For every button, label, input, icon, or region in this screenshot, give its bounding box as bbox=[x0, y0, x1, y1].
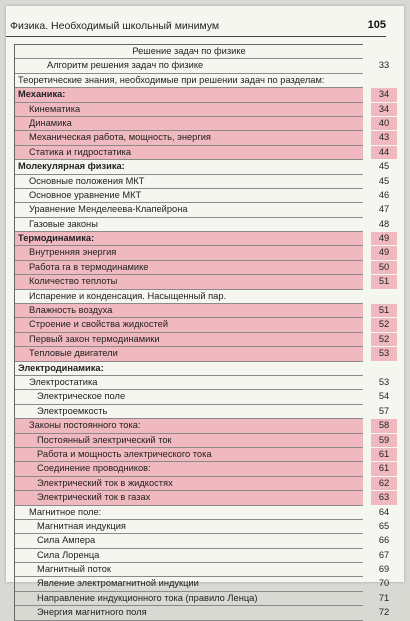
toc-entry-label: Сила Ампера bbox=[37, 535, 96, 546]
toc-row bbox=[15, 448, 390, 462]
toc-entry-label: Основное уравнение МКТ bbox=[29, 189, 142, 200]
toc-row bbox=[15, 246, 390, 260]
toc-row bbox=[15, 45, 363, 59]
toc-row bbox=[15, 74, 363, 88]
toc-page-number: 48 bbox=[378, 218, 390, 229]
toc-row bbox=[15, 333, 390, 347]
toc-entry-label: Теоретические знания, необходимые при решении задач по разделам: bbox=[18, 74, 325, 85]
toc-row bbox=[15, 419, 390, 433]
toc-page-number: 34 bbox=[371, 103, 397, 116]
toc-page-number: 61 bbox=[371, 462, 397, 475]
toc-page-number: 44 bbox=[371, 146, 397, 159]
toc-entry-label: Динамика bbox=[29, 117, 72, 128]
toc-entry-label: Статика и гидростатика bbox=[29, 146, 132, 157]
toc-row bbox=[15, 390, 390, 404]
toc-entry-label: Магнитная индукция bbox=[37, 520, 126, 531]
toc-entry-label: Механическая работа, мощность, энергия bbox=[29, 132, 211, 143]
toc-page-number: 54 bbox=[378, 391, 390, 402]
toc-page-number: 47 bbox=[378, 204, 390, 215]
toc-row bbox=[15, 189, 390, 203]
toc-page-number: 64 bbox=[378, 506, 390, 517]
page-number: 105 bbox=[367, 19, 386, 31]
table-of-contents bbox=[14, 44, 390, 621]
toc-row bbox=[15, 232, 390, 246]
toc-row bbox=[15, 59, 390, 73]
toc-page-number: 52 bbox=[371, 318, 397, 331]
toc-row bbox=[15, 88, 390, 102]
toc-row bbox=[15, 491, 390, 505]
toc-page-number: 45 bbox=[378, 175, 390, 186]
toc-entry-label: Соединение проводников: bbox=[37, 463, 151, 474]
toc-entry-label: Испарение и конденсация. Насыщенный пар. bbox=[29, 290, 227, 301]
toc-page-number: 53 bbox=[378, 376, 390, 387]
toc-row bbox=[15, 131, 390, 145]
toc-entry-label: Магнитное поле: bbox=[29, 506, 102, 517]
toc-page-number: 40 bbox=[371, 117, 397, 130]
toc-entry-label: Направление индукционного тока (правило Ленца) bbox=[37, 592, 258, 603]
toc-row bbox=[15, 462, 390, 476]
toc-entry-label: Молекулярная физика: bbox=[18, 161, 125, 172]
toc-row bbox=[15, 218, 390, 232]
toc-page-number: 49 bbox=[371, 232, 397, 245]
toc-row bbox=[15, 275, 390, 289]
toc-page-number: 65 bbox=[378, 520, 390, 531]
toc-entry-label: Постоянный электрический ток bbox=[37, 434, 172, 445]
toc-row bbox=[15, 606, 390, 620]
toc-entry-label: Магнитный поток bbox=[37, 564, 111, 575]
toc-row bbox=[15, 160, 390, 174]
toc-page-number: 58 bbox=[371, 419, 397, 432]
toc-row bbox=[15, 563, 390, 577]
toc-page-number: 46 bbox=[378, 189, 390, 200]
toc-page-number: 43 bbox=[371, 131, 397, 144]
toc-entry-label: Механика: bbox=[18, 89, 66, 100]
toc-row bbox=[15, 549, 390, 563]
toc-row bbox=[15, 434, 390, 448]
toc-entry-label: Алгоритм решения задач по физике bbox=[47, 60, 204, 71]
toc-page-number: 45 bbox=[378, 161, 390, 172]
toc-row bbox=[15, 146, 390, 160]
toc-entry-label: Законы постоянного тока: bbox=[29, 420, 141, 431]
toc-page-number: 62 bbox=[371, 477, 397, 490]
toc-page-number: 34 bbox=[371, 88, 397, 101]
toc-entry-label: Термодинамика: bbox=[18, 233, 95, 244]
toc-entry-label: Газовые законы bbox=[29, 218, 98, 229]
toc-page-number: 53 bbox=[371, 347, 397, 360]
toc-page-number: 51 bbox=[371, 304, 397, 317]
toc-entry-label: Основные положения МКТ bbox=[29, 175, 145, 186]
toc-entry-label: Решение задач по физике bbox=[132, 46, 246, 56]
toc-page-number: 61 bbox=[371, 448, 397, 461]
toc-row bbox=[15, 103, 390, 117]
toc-row bbox=[15, 117, 390, 131]
toc-page-number: 71 bbox=[378, 592, 390, 603]
toc-page-number: 33 bbox=[378, 60, 390, 71]
toc-row bbox=[15, 477, 390, 491]
toc-page-number: 72 bbox=[378, 607, 390, 618]
toc-entry-label: Кинематика bbox=[29, 103, 81, 114]
toc-page-number: 52 bbox=[371, 333, 397, 346]
toc-page-number: 49 bbox=[371, 246, 397, 259]
toc-row bbox=[15, 520, 390, 534]
running-title: Физика. Необходимый школьный минимум bbox=[10, 20, 220, 32]
toc-row bbox=[15, 261, 390, 275]
book-page bbox=[6, 6, 404, 618]
toc-entry-label: Электрический ток в газах bbox=[37, 492, 151, 503]
toc-entry-label: Работа га в термодинамике bbox=[29, 261, 149, 272]
toc-entry-label: Количество теплоты bbox=[29, 276, 118, 287]
toc-entry-label: Энергия магнитного поля bbox=[37, 607, 147, 618]
toc-page-number: 50 bbox=[371, 261, 397, 274]
toc-row bbox=[15, 318, 390, 332]
running-header bbox=[6, 18, 386, 37]
toc-entry-label: Уравнение Менделеева-Клапейрона bbox=[29, 204, 188, 215]
toc-row bbox=[15, 347, 390, 361]
toc-entry-label: Тепловые двигатели bbox=[29, 348, 118, 359]
toc-page-number: 57 bbox=[378, 405, 390, 416]
toc-entry-label: Явление электромагнитной индукции bbox=[37, 578, 199, 589]
toc-entry-label: Внутренняя энергия bbox=[29, 247, 117, 258]
toc-page-number: 69 bbox=[378, 564, 390, 575]
toc-entry-label: Сила Лоренца bbox=[37, 549, 100, 560]
toc-row bbox=[15, 376, 390, 390]
toc-entry-label: Электрическое поле bbox=[37, 391, 126, 402]
toc-entry-label: Работа и мощность электрического тока bbox=[37, 448, 212, 459]
toc-entry-label: Электростатика bbox=[29, 376, 98, 387]
toc-row bbox=[15, 203, 390, 217]
toc-row bbox=[15, 534, 390, 548]
toc-entry-label: Электроемкость bbox=[37, 405, 108, 416]
toc-row bbox=[15, 362, 363, 376]
toc-page-number: 66 bbox=[378, 535, 390, 546]
toc-row bbox=[15, 506, 390, 520]
toc-row bbox=[15, 577, 390, 591]
toc-row bbox=[15, 592, 390, 606]
toc-row bbox=[15, 405, 390, 419]
toc-page-number: 51 bbox=[371, 275, 397, 288]
toc-entry-label: Электрический ток в жидкостях bbox=[37, 477, 173, 488]
toc-page-number: 59 bbox=[371, 434, 397, 447]
toc-page-number: 67 bbox=[378, 549, 390, 560]
toc-row bbox=[15, 175, 390, 189]
toc-entry-label: Строение и свойства жидкостей bbox=[29, 319, 169, 330]
toc-row bbox=[15, 304, 390, 318]
toc-row bbox=[15, 290, 363, 304]
toc-entry-label: Первый закон термодинамики bbox=[29, 333, 160, 344]
toc-page-number: 63 bbox=[371, 491, 397, 504]
toc-entry-label: Электродинамика: bbox=[18, 362, 104, 373]
toc-page-number: 70 bbox=[378, 578, 390, 589]
toc-entry-label: Влажность воздуха bbox=[29, 305, 113, 316]
